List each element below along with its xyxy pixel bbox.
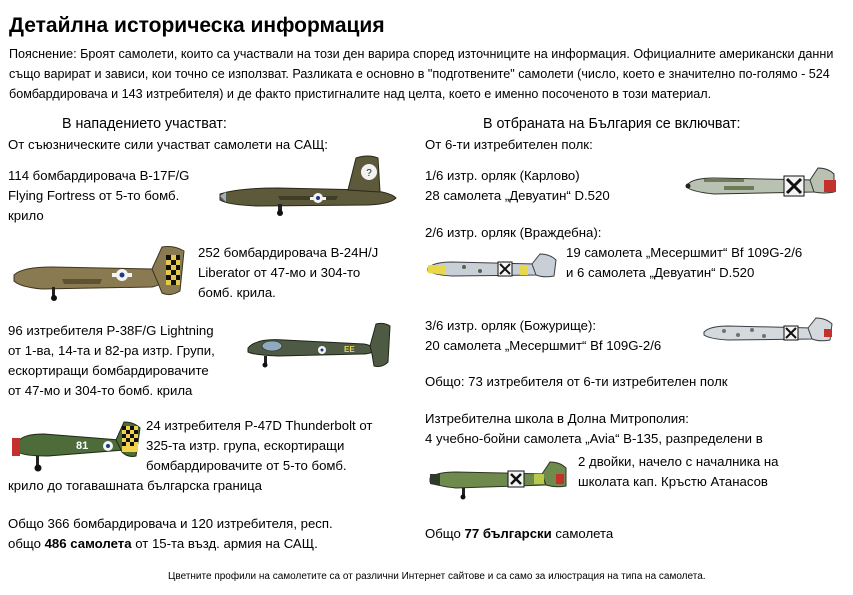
p47-line-4: крило до тогавашната българска граница [8, 478, 262, 493]
p47-text-a [146, 416, 372, 476]
squadron-2-line-3: и 6 самолета „Девуатин“ D.520 [566, 265, 755, 280]
b24-line-2: Liberator от 47-мо и 304-то [198, 265, 361, 280]
squadron-2-line-2: 19 самолета „Месершмит“ Bf 109G-2/6 [566, 245, 803, 260]
p47-profile-image [8, 418, 144, 474]
school-line-1: Изтребителна школа в Долна Митрополия: [425, 411, 689, 426]
p47-line-3: бомбардировачите от 5-то бомб. [146, 458, 347, 473]
bg-total-post: самолета [551, 526, 614, 541]
b17-profile-image [218, 152, 400, 216]
avia-b135-profile-image [426, 460, 574, 500]
b24-checker-tail-icon [166, 255, 180, 285]
school-line-4: школата кап. Кръстю Атанасов [578, 474, 768, 489]
b24-line-1: 252 бомбардировача B-24H/J [198, 245, 379, 260]
bf109-3-6-profile-image [700, 316, 840, 348]
d520-profile-image [684, 166, 844, 206]
squadron-3-text [425, 316, 661, 356]
p38-profile-image [244, 322, 404, 370]
b24-profile-image [12, 243, 194, 307]
bg-total-pre: Общо [425, 526, 465, 541]
p38-line-1: 96 изтребителя P-38F/G Lightning [8, 323, 214, 338]
school-text-a [425, 409, 763, 449]
squadron-3-line-1: 3/6 изтр. орляк (Божурище): [425, 318, 597, 333]
p47-code-text: 81 [76, 440, 89, 452]
squadron-2-text [566, 243, 802, 283]
squadron-1-line-2: 28 самолета „Девуатин“ D.520 [425, 188, 610, 203]
us-total-line-1: Общо 366 бомбардировача и 120 изтребителя, респ. [8, 516, 333, 531]
left-column-heading: В нападението участват: [62, 116, 227, 132]
squadron-1-line-1: 1/6 изтр. орляк (Карлово) [425, 168, 580, 183]
b17-text [8, 166, 189, 226]
intro-paragraph: Пояснение: Броят самолети, които са участвали на този ден варира според източниците на информация. Официалните американски данни също варират и зависи, кои точно се използват. Разликата е основно в "подготвените" самолети (число, което е значително по-голямо - 524 бомбардировача и 143 изтребителя) и де факто пристигналите над целта, което е именно посоченото в този материал. [9, 47, 834, 101]
b24-line-3: бомб. крила. [198, 285, 276, 300]
p38-line-2: от 1-ва, 14-та и 82-ра изтр. Групи, [8, 343, 215, 358]
p47-line-1: 24 изтребителя P-47D Thunderbolt от [146, 418, 373, 433]
b17-line-3: крило [8, 208, 44, 223]
us-forces-subheading: От съюзническите сили участват самолети на САЩ: [8, 137, 328, 152]
regiment-heading: От 6-ти изтребителен полк: [425, 137, 593, 152]
squadron-2-line-1: 2/6 изтр. орляк (Враждебна): [425, 225, 602, 240]
regiment-total: Общо: 73 изтребителя от 6-ти изтребителен полк [425, 374, 728, 389]
bg-total-bold: 77 български [464, 526, 552, 541]
us-total [8, 514, 333, 554]
p47-checker-tail-icon [122, 426, 138, 452]
bf109-2-6-profile-image [424, 254, 564, 284]
right-column-heading: В отбраната на България се включват: [483, 116, 741, 132]
footer-note: Цветните профили на самолетите са от различни Интернет сайтове и са само за илюстрация на типа на самолета. [168, 571, 706, 582]
p38-line-3: ескортиращи бомбардировачите [8, 363, 209, 378]
school-line-3: 2 двойки, начело с началника на [578, 454, 779, 469]
us-total-line-2 [8, 534, 333, 554]
p38-text [8, 321, 215, 401]
page-title: Детайлна историческа информация [9, 14, 385, 37]
school-line-2: 4 учебно-бойни самолета „Avia“ B-135, разпределени в [425, 431, 763, 446]
squadron-1-text [425, 166, 610, 206]
bulgarian-total [425, 524, 613, 544]
p38-line-4: от 47-мо и 304-то бомб. крила [8, 383, 193, 398]
squadron-3-line-2: 20 самолета „Месершмит“ Bf 109G-2/6 [425, 338, 662, 353]
us-total-pre: общо [8, 536, 45, 551]
us-total-post: от 15-та възд. армия на САЩ. [131, 536, 318, 551]
p38-code-text: EE [344, 345, 355, 354]
school-text-b [578, 452, 778, 492]
us-total-bold: 486 самолета [44, 536, 132, 551]
p47-line-2: 325-та изтр. група, ескортиращи [146, 438, 345, 453]
b17-line-2: Flying Fortress от 5-то бомб. [8, 188, 180, 203]
b24-text [198, 243, 378, 303]
svg-text:?: ? [366, 168, 372, 179]
b17-line-1: 114 бомбардировача B-17F/G [8, 168, 190, 183]
